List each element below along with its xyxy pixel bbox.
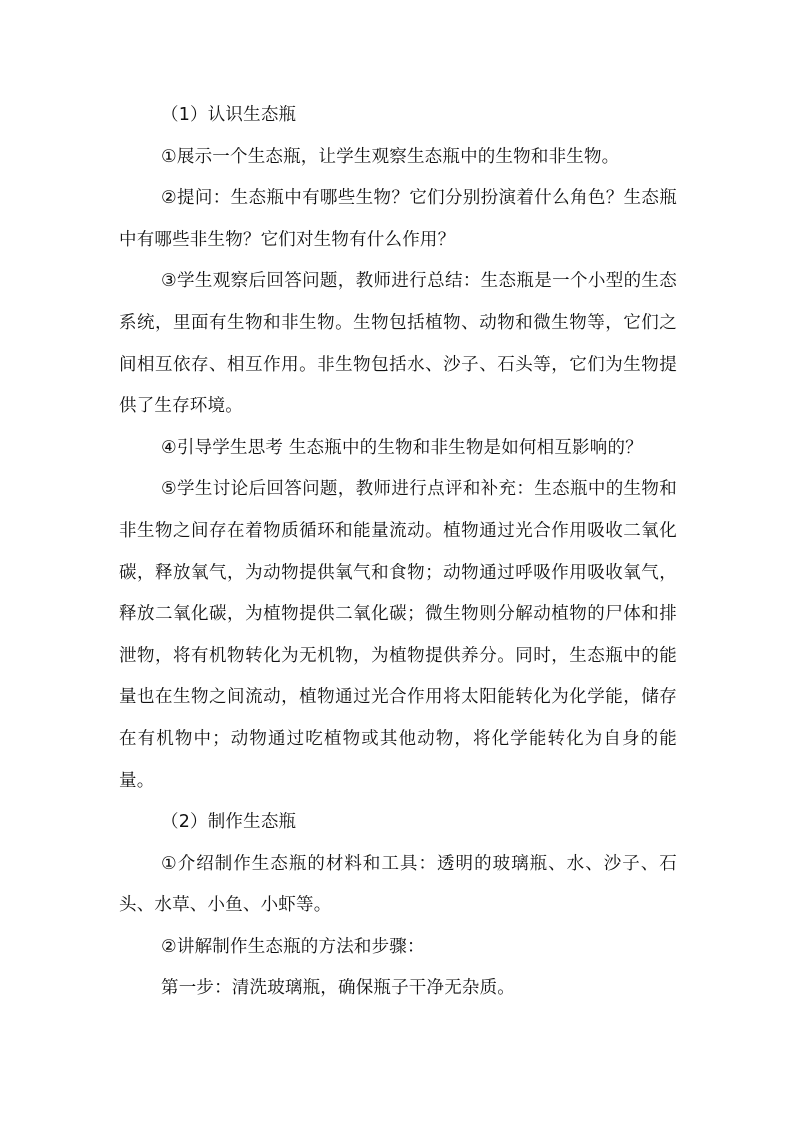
document-body [119,95,677,1010]
paragraph-1-2: ②提问：生态瓶中有哪些生物？它们分别扮演着什么角色？生态瓶中有哪些非生物？它们对生物有什么作用？ [119,188,677,250]
paragraph-1-4: ④引导学生思考 生态瓶中的生物和非生物是如何相互影响的？ [161,437,643,458]
paragraph-2-2: ②讲解制作生态瓶的方法和步骤： [161,936,425,957]
paragraph-1-1: ①展示一个生态瓶，让学生观察生态瓶中的生物和非生物。 [161,146,620,167]
section-heading-2: （2）制作生态瓶 [161,812,297,833]
paragraph-1-5: ⑤学生讨论后回答问题，教师进行点评和补充：生态瓶中的生物和非生物之间存在着物质循环和能量流动。植物通过光合作用吸收二氧化碳，释放氧气，为动物提供氧气和食物；动物通过呼吸作用吸收氧气，释放二氧化碳，为植物提供二氧化碳；微生物则分解动植物的尸体和排泄物，将有机物转化为无机物，为植物提供养分。同时，生态瓶中的能量也在生物之间流动，植物通过光合作用将太阳能转化为化学能，储存在有机物中；动物通过吃植物或其他动物，将化学能转化为自身的能量。 [119,479,677,791]
paragraph-2-3: 第一步：清洗玻璃瓶，确保瓶子干净无杂质。 [161,978,515,999]
section-heading-1: （1）认识生态瓶 [161,105,297,125]
paragraph-1-3: ③学生观察后回答问题，教师进行总结：生态瓶是一个小型的生态系统，里面有生物和非生物。生物包括植物、动物和微生物等，它们之间相互依存、相互作用。非生物包括水、沙子、石头等，它们为生物提供了生存环境。 [119,271,677,417]
paragraph-2-1: ①介绍制作生态瓶的材料和工具：透明的玻璃瓶、水、沙子、石头、水草、小鱼、小虾等。 [119,853,677,916]
